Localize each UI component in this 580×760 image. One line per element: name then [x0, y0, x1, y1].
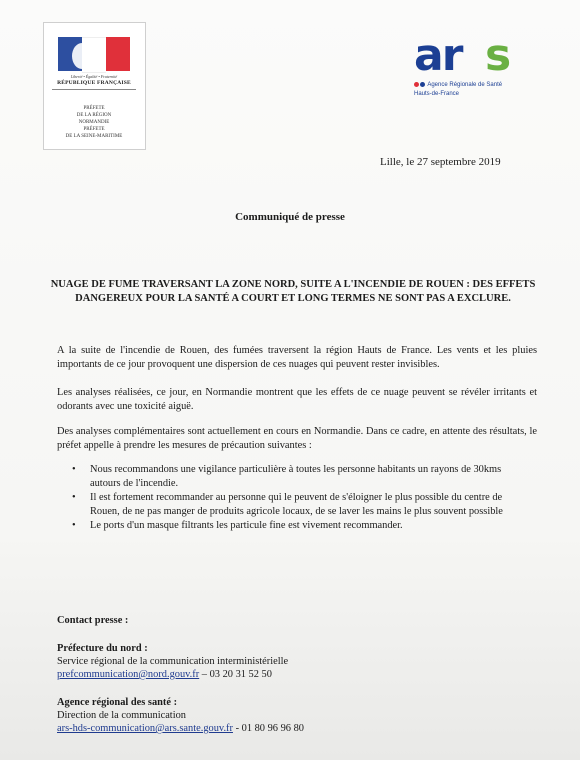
- marianne-flag-icon: [58, 37, 130, 71]
- headline: NUAGE DE FUME TRAVERSANT LA ZONE NORD, SUITE A L'INCENDIE DE ROUEN : DES EFFETS DANGEREUX POUR LA SANTÉ A COURT ET LONG TERMES NE SONT PAS A EXCLURE.: [50, 279, 536, 304]
- list-item: [70, 519, 534, 533]
- pref-phone: – 03 20 31 52 50: [199, 669, 272, 680]
- pref-email-link[interactable]: prefcommunication@nord.gouv.fr: [57, 669, 200, 680]
- ars-region: Hauts-de-France: [414, 91, 460, 97]
- contact-ars-line: [57, 722, 517, 735]
- ars-agency-name: Agence Régionale de Santé: [427, 82, 503, 88]
- list-item-text: Nous recommandons une vigilance particulière à toutes les personne habitants un rayons de 30kms autours de l'incendie.: [90, 464, 502, 489]
- contact-pref-name: Préfecture du nord :: [57, 643, 148, 654]
- ars-logo-letters: ar: [414, 30, 462, 81]
- prefecture-lines: [50, 105, 138, 140]
- bullet-icon: •: [72, 520, 76, 531]
- document-type: Communiqué de presse: [235, 211, 345, 223]
- bullet-icon: •: [72, 492, 76, 503]
- dot-icon: [414, 82, 419, 87]
- bullet-icon: •: [72, 464, 76, 475]
- ars-subtitle: [414, 81, 502, 99]
- republic-motto: Liberté • Égalité • Fraternité: [70, 74, 118, 79]
- list-item-text: Le ports d'un masque filtrants les particule fine est vivement recommander.: [90, 520, 403, 531]
- paragraph: Les analyses réalisées, ce jour, en Normandie montrent que les effets de ce nuage peuvent se révéler irritants et odorants avec une toxicité aiguë.: [57, 387, 537, 412]
- republic-name: RÉPUBLIQUE FRANÇAISE: [57, 80, 131, 86]
- prefecture-line: NORMANDIE: [78, 120, 110, 125]
- recommendation-list: [70, 463, 534, 534]
- contact-pref-service: Service régional de la communication interministérielle: [57, 656, 289, 667]
- prefecture-line: DE LA SEINE-MARITIME: [65, 134, 123, 139]
- list-item: [70, 491, 534, 518]
- contact-pref-line: [57, 668, 517, 681]
- paragraph: A la suite de l'incendie de Rouen, des fumées traversent la région Hauts de France. Les vents et les pluies importants de ce jour provoquent une dispersion de ces nuages qui peuvent rester invisibles.: [57, 345, 537, 370]
- ars-phone: - 01 80 96 96 80: [232, 723, 304, 734]
- list-item-text: Il est fortement recommander au personne qui le peuvent de s'éloigner le plus possible du centre de Rouen, de ne pas manger de produits agricole locaux, de se laver les mains le plus souvent possible: [90, 492, 503, 517]
- contact-ars-service: Direction de la communication: [57, 710, 186, 721]
- list-item: [70, 463, 534, 490]
- prefecture-line: PRÉFETE: [83, 127, 105, 132]
- dot-icon: [420, 82, 425, 87]
- contact-ars-name: Agence régional des santé :: [57, 697, 178, 708]
- paragraph: Des analyses complémentaires sont actuellement en cours en Normandie. Dans ce cadre, en attente des résultats, le préfet appelle à prendre les mesures de précaution suivantes :: [57, 426, 537, 451]
- prefecture-line: DE LA RÉGION: [76, 113, 112, 118]
- contact-prefecture: [57, 642, 517, 681]
- document-date: Lille, le 27 septembre 2019: [380, 156, 501, 168]
- ars-logo-s: s: [485, 30, 512, 81]
- contact-title: Contact presse :: [57, 615, 129, 626]
- divider: [52, 89, 136, 90]
- ars-email-link[interactable]: ars-hds-communication@ars.sante.gouv.fr: [57, 723, 233, 734]
- prefecture-logo-block: [43, 22, 146, 150]
- ars-logo: [414, 30, 534, 104]
- prefecture-line: PRÉFETE: [83, 106, 105, 111]
- contact-ars: [57, 696, 517, 735]
